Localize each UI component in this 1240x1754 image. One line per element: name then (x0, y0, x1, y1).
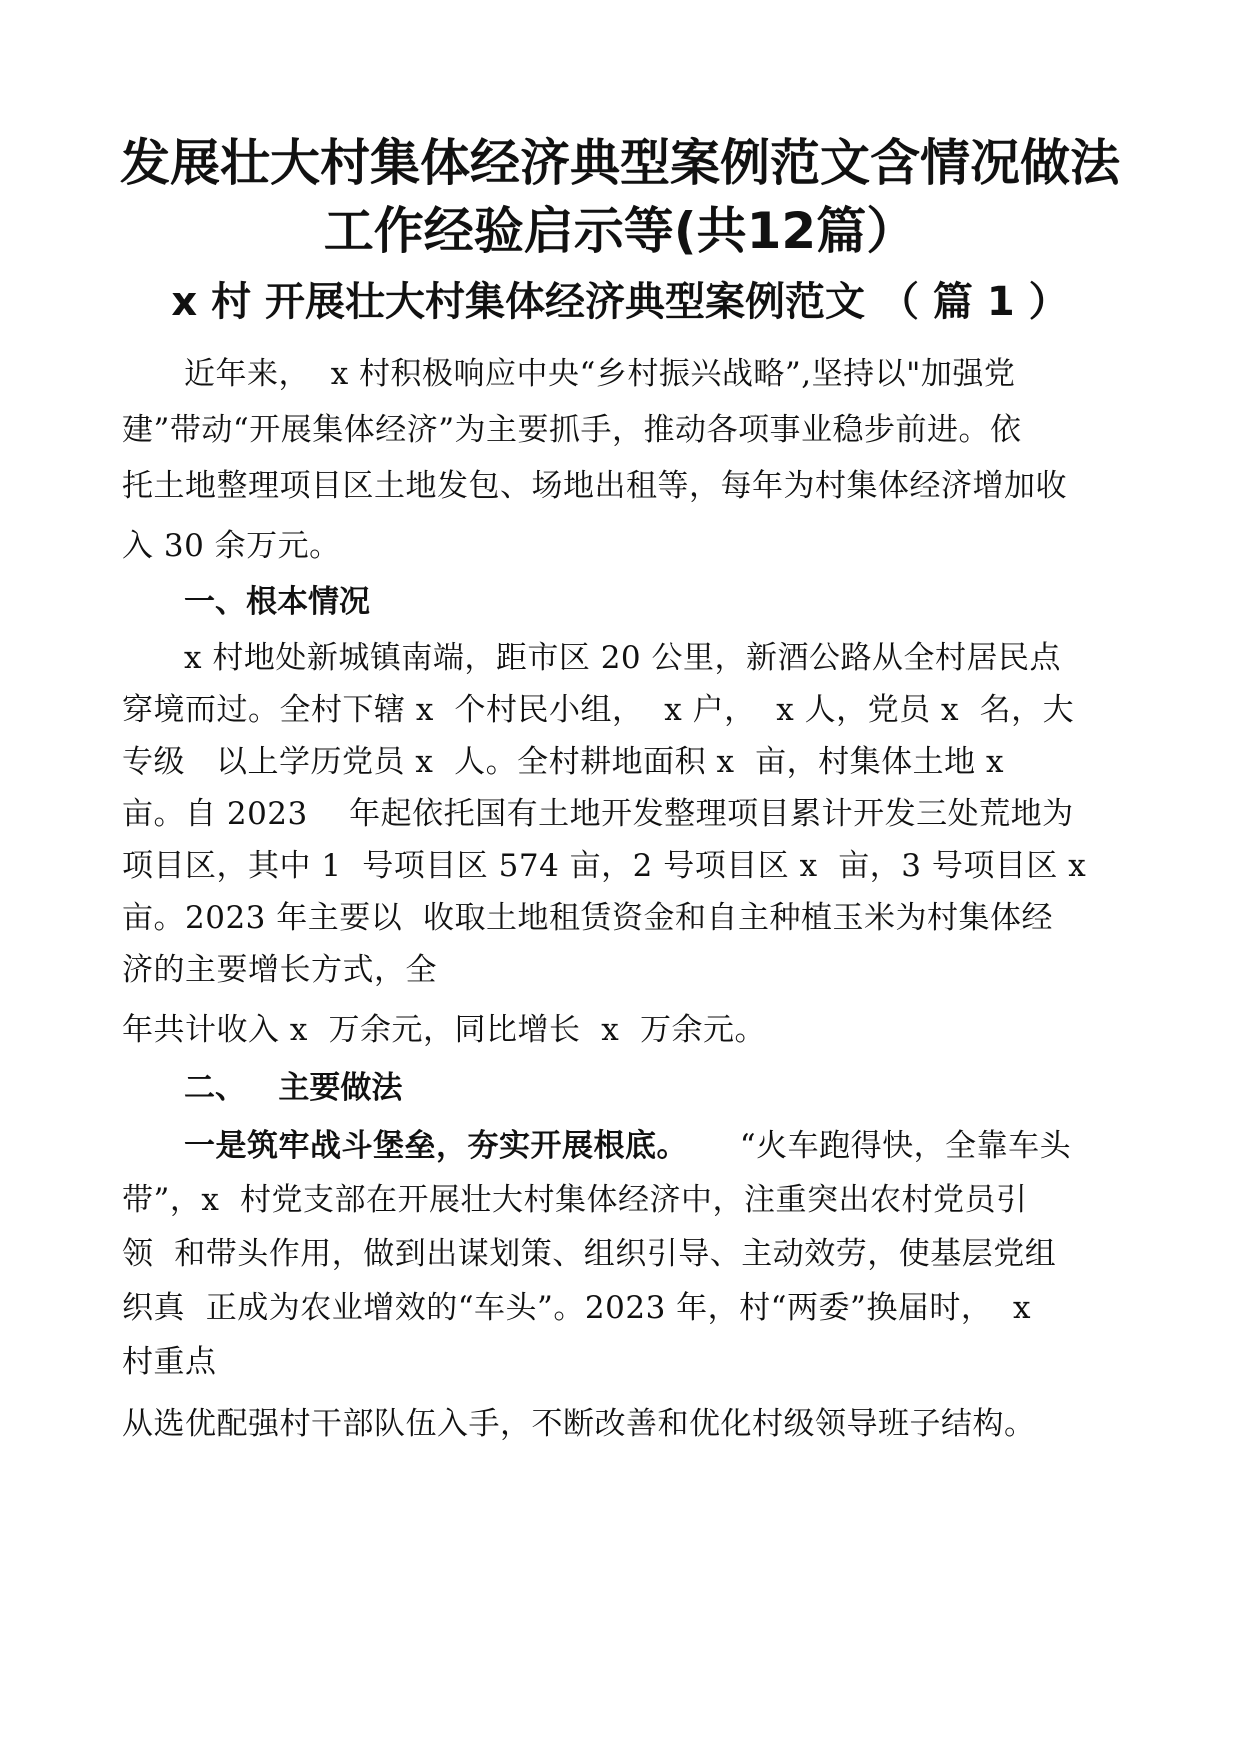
section2-line-3: 织真 正成为农业增效的“车头”。2023 年，村“两委”换届时， x (122, 1290, 1032, 1326)
section-heading-basic-situation: 一、根本情况 (184, 584, 370, 620)
section2-line-4: 村重点 (122, 1344, 217, 1380)
article-subtitle: x 村 开展壮大村集体经济典型案例范文 （ 篇 1 ） (171, 279, 1069, 325)
section2-line-1: 带”，x 村党支部在开展壮大村集体经济中，注重突出农村党员引 (122, 1182, 1028, 1218)
section1-line-6: 亩。2023 年主要以 收取土地租赁资金和自主种植玉米为村集体经 (122, 900, 1053, 936)
section1-line-3: 专级 以上学历党员 x 人。全村耕地面积 x 亩，村集体土地 x (122, 744, 1004, 780)
document-title-line-2: 工作经验启示等(共12篇） (323, 202, 917, 260)
section2-line-2: 领 和带头作用，做到出谋划策、组织引导、主动效劳，使基层党组 (122, 1236, 1057, 1272)
point1-rest-text: “火车跑得快，全靠车头 (688, 1128, 1072, 1164)
section1-line-5: 项目区，其中 1 号项目区 574 亩，2 号项目区 x 亩，3 号项目区 x (122, 848, 1087, 884)
section1-line-7: 济的主要增长方式，全 (122, 952, 437, 988)
section1-line-2: 穿境而过。全村下辖 x 个村民小组， x 户， x 人，党员 x 名，大 (122, 692, 1075, 728)
section1-line-8: 年共计收入 x 万余元，同比增长 x 万余元。 (122, 1012, 766, 1048)
point1-lead-text: 一是筑牢战斗堡垒，夯实开展根底。 (184, 1128, 688, 1164)
intro-line-1: 近年来， x 村积极响应中央“乡村振兴战略”,坚持以"加强党 (184, 356, 1016, 392)
document-title-line-1: 发展壮大村集体经济典型案例范文含情况做法 (120, 134, 1120, 192)
intro-line-4: 入 30 余万元。 (122, 528, 341, 564)
intro-line-3: 托土地整理项目区土地发包、场地出租等，每年为村集体经济增加收 (122, 468, 1067, 504)
section1-line-4: 亩。自 2023 年起依托国有土地开发整理项目累计开发三处荒地为 (122, 796, 1074, 832)
section2-point1-line (184, 1126, 1071, 1166)
section2-line-5: 从选优配强村干部队伍入手，不断改善和优化村级领导班子结构。 (122, 1406, 1036, 1442)
intro-line-2: 建”带动“开展集体经济”为主要抓手，推动各项事业稳步前进。依 (122, 412, 1022, 448)
section-heading-main-practices: 二、 主要做法 (184, 1070, 403, 1106)
section1-line-1: x 村地处新城镇南端，距市区 20 公里，新酒公路从全村居民点 (184, 640, 1061, 676)
